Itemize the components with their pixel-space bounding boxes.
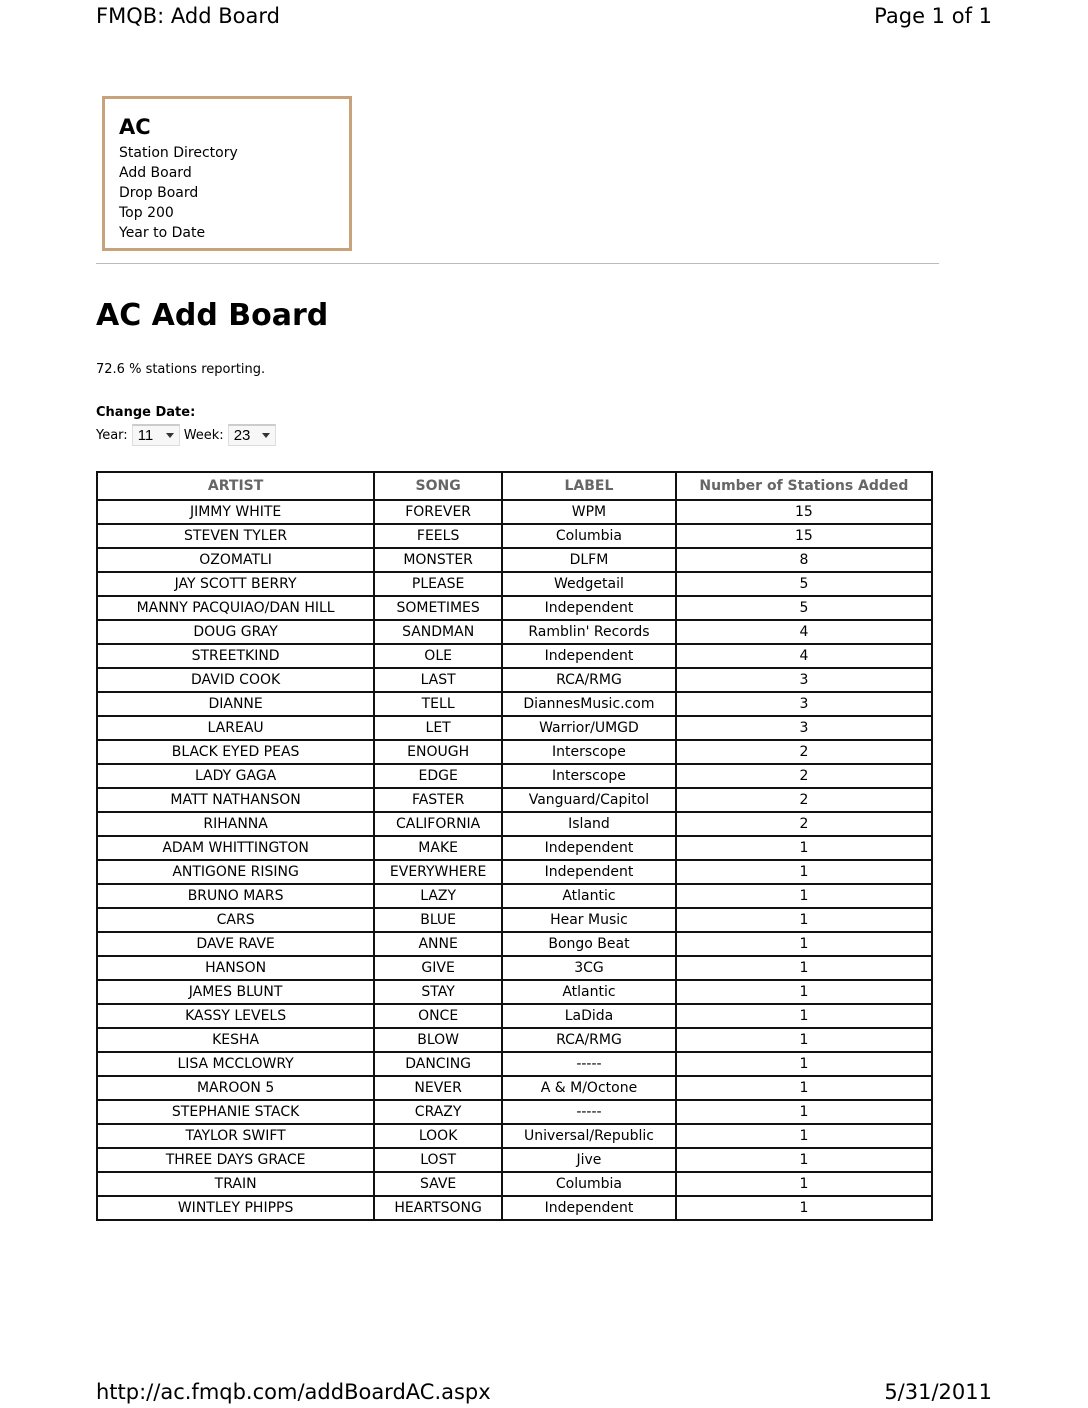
table-row xyxy=(97,692,932,716)
table-row xyxy=(97,1052,932,1076)
nav-link-drop-board[interactable]: Drop Board xyxy=(119,185,199,201)
artist-cell: MATT NATHANSON xyxy=(97,788,374,812)
song-cell: MAKE xyxy=(374,836,502,860)
label-cell: RCA/RMG xyxy=(502,668,676,692)
artist-cell: LADY GAGA xyxy=(97,764,374,788)
stations-added-cell: 1 xyxy=(676,980,932,1004)
label-cell: Independent xyxy=(502,1196,676,1220)
table-row xyxy=(97,764,932,788)
label-cell: Columbia xyxy=(502,1172,676,1196)
year-label: Year: xyxy=(96,427,128,443)
chevron-down-icon xyxy=(262,433,270,438)
artist-cell: JIMMY WHITE xyxy=(97,500,374,524)
song-cell: BLUE xyxy=(374,908,502,932)
stations-added-cell: 5 xyxy=(676,572,932,596)
song-cell: TELL xyxy=(374,692,502,716)
label-cell: Ramblin' Records xyxy=(502,620,676,644)
label-cell: Jive xyxy=(502,1148,676,1172)
nav-link-station-directory[interactable]: Station Directory xyxy=(119,145,238,161)
table-row xyxy=(97,620,932,644)
stations-added-cell: 3 xyxy=(676,692,932,716)
print-footer-date: 5/31/2011 xyxy=(884,1380,992,1404)
label-cell: Columbia xyxy=(502,524,676,548)
song-cell: LOST xyxy=(374,1148,502,1172)
song-cell: CALIFORNIA xyxy=(374,812,502,836)
table-row xyxy=(97,740,932,764)
label-cell: Hear Music xyxy=(502,908,676,932)
table-row xyxy=(97,1172,932,1196)
table-row xyxy=(97,548,932,572)
artist-cell: RIHANNA xyxy=(97,812,374,836)
print-footer-url: http://ac.fmqb.com/addBoardAC.aspx xyxy=(96,1380,491,1404)
stations-added-cell: 3 xyxy=(676,668,932,692)
label-cell: Island xyxy=(502,812,676,836)
stations-added-cell: 1 xyxy=(676,956,932,980)
artist-cell: BRUNO MARS xyxy=(97,884,374,908)
print-header-page: Page 1 of 1 xyxy=(874,4,992,28)
artist-cell: STEVEN TYLER xyxy=(97,524,374,548)
stations-added-cell: 1 xyxy=(676,1124,932,1148)
label-cell: LaDida xyxy=(502,1004,676,1028)
stations-added-cell: 1 xyxy=(676,1028,932,1052)
label-cell: WPM xyxy=(502,500,676,524)
page-title: AC Add Board xyxy=(96,298,329,333)
artist-cell: TAYLOR SWIFT xyxy=(97,1124,374,1148)
table-row xyxy=(97,932,932,956)
artist-cell: ANTIGONE RISING xyxy=(97,860,374,884)
table-row xyxy=(97,716,932,740)
column-header-artist: ARTIST xyxy=(97,472,374,500)
stations-added-cell: 1 xyxy=(676,1076,932,1100)
label-cell: Independent xyxy=(502,644,676,668)
artist-cell: CARS xyxy=(97,908,374,932)
song-cell: GIVE xyxy=(374,956,502,980)
artist-cell: THREE DAYS GRACE xyxy=(97,1148,374,1172)
stations-added-cell: 2 xyxy=(676,764,932,788)
song-cell: ANNE xyxy=(374,932,502,956)
table-row xyxy=(97,980,932,1004)
song-cell: LET xyxy=(374,716,502,740)
artist-cell: JAY SCOTT BERRY xyxy=(97,572,374,596)
date-selector-row xyxy=(96,424,280,446)
artist-cell: MANNY PACQUIAO/DAN HILL xyxy=(97,596,374,620)
label-cell: Interscope xyxy=(502,740,676,764)
song-cell: EVERYWHERE xyxy=(374,860,502,884)
song-cell: CRAZY xyxy=(374,1100,502,1124)
table-row xyxy=(97,1100,932,1124)
stations-added-cell: 8 xyxy=(676,548,932,572)
nav-link-top-200[interactable]: Top 200 xyxy=(119,205,174,221)
artist-cell: DAVE RAVE xyxy=(97,932,374,956)
song-cell: SANDMAN xyxy=(374,620,502,644)
label-cell: Atlantic xyxy=(502,884,676,908)
reporting-status: 72.6 % stations reporting. xyxy=(96,362,266,377)
stations-added-cell: 1 xyxy=(676,932,932,956)
label-cell: DiannesMusic.com xyxy=(502,692,676,716)
song-cell: FASTER xyxy=(374,788,502,812)
table-row xyxy=(97,1196,932,1220)
label-cell: Bongo Beat xyxy=(502,932,676,956)
song-cell: LAST xyxy=(374,668,502,692)
table-row xyxy=(97,1028,932,1052)
year-value: 11 xyxy=(137,427,154,444)
song-cell: LOOK xyxy=(374,1124,502,1148)
stations-added-cell: 4 xyxy=(676,644,932,668)
table-row xyxy=(97,500,932,524)
label-cell: Warrior/UMGD xyxy=(502,716,676,740)
column-header-song: SONG xyxy=(374,472,502,500)
table-header-row xyxy=(97,472,932,500)
nav-link-year-to-date[interactable]: Year to Date xyxy=(119,225,206,241)
artist-cell: DAVID COOK xyxy=(97,668,374,692)
artist-cell: STEPHANIE STACK xyxy=(97,1100,374,1124)
artist-cell: DOUG GRAY xyxy=(97,620,374,644)
artist-cell: WINTLEY PHIPPS xyxy=(97,1196,374,1220)
song-cell: PLEASE xyxy=(374,572,502,596)
label-cell: RCA/RMG xyxy=(502,1028,676,1052)
label-cell: ----- xyxy=(502,1100,676,1124)
label-cell: 3CG xyxy=(502,956,676,980)
week-label: Week: xyxy=(183,427,224,443)
year-select[interactable] xyxy=(132,424,180,446)
artist-cell: JAMES BLUNT xyxy=(97,980,374,1004)
stations-added-cell: 1 xyxy=(676,908,932,932)
label-cell: Wedgetail xyxy=(502,572,676,596)
stations-added-cell: 1 xyxy=(676,1052,932,1076)
stations-added-cell: 15 xyxy=(676,500,932,524)
divider xyxy=(96,263,939,264)
stations-added-cell: 1 xyxy=(676,1172,932,1196)
song-cell: ENOUGH xyxy=(374,740,502,764)
table-row xyxy=(97,860,932,884)
artist-cell: LISA MCCLOWRY xyxy=(97,1052,374,1076)
stations-added-cell: 2 xyxy=(676,788,932,812)
stations-added-cell: 2 xyxy=(676,740,932,764)
song-cell: OLE xyxy=(374,644,502,668)
artist-cell: STREETKIND xyxy=(97,644,374,668)
table-row xyxy=(97,908,932,932)
table-row xyxy=(97,1148,932,1172)
song-cell: LAZY xyxy=(374,884,502,908)
artist-cell: BLACK EYED PEAS xyxy=(97,740,374,764)
artist-cell: KESHA xyxy=(97,1028,374,1052)
song-cell: NEVER xyxy=(374,1076,502,1100)
stations-added-cell: 2 xyxy=(676,812,932,836)
table-row xyxy=(97,572,932,596)
label-cell: Atlantic xyxy=(502,980,676,1004)
table-row xyxy=(97,788,932,812)
artist-cell: OZOMATLI xyxy=(97,548,374,572)
song-cell: SOMETIMES xyxy=(374,596,502,620)
song-cell: FEELS xyxy=(374,524,502,548)
table-row xyxy=(97,1124,932,1148)
table-row xyxy=(97,812,932,836)
stations-added-cell: 5 xyxy=(676,596,932,620)
column-header-label: LABEL xyxy=(502,472,676,500)
table-row xyxy=(97,1076,932,1100)
label-cell: Independent xyxy=(502,596,676,620)
stations-added-cell: 1 xyxy=(676,860,932,884)
stations-added-cell: 1 xyxy=(676,1100,932,1124)
stations-added-cell: 1 xyxy=(676,1196,932,1220)
song-cell: FOREVER xyxy=(374,500,502,524)
label-cell: A & M/Octone xyxy=(502,1076,676,1100)
table-row xyxy=(97,644,932,668)
artist-cell: KASSY LEVELS xyxy=(97,1004,374,1028)
song-cell: EDGE xyxy=(374,764,502,788)
table-row xyxy=(97,836,932,860)
label-cell: Independent xyxy=(502,836,676,860)
song-cell: ONCE xyxy=(374,1004,502,1028)
column-header-stations-added: Number of Stations Added xyxy=(676,472,932,500)
label-cell: Vanguard/Capitol xyxy=(502,788,676,812)
stations-added-cell: 1 xyxy=(676,884,932,908)
artist-cell: ADAM WHITTINGTON xyxy=(97,836,374,860)
stations-added-cell: 3 xyxy=(676,716,932,740)
artist-cell: LAREAU xyxy=(97,716,374,740)
table-row xyxy=(97,1004,932,1028)
artist-cell: DIANNE xyxy=(97,692,374,716)
song-cell: STAY xyxy=(374,980,502,1004)
artist-cell: TRAIN xyxy=(97,1172,374,1196)
label-cell: ----- xyxy=(502,1052,676,1076)
label-cell: Independent xyxy=(502,860,676,884)
section-nav-box xyxy=(102,96,352,251)
table-row xyxy=(97,956,932,980)
week-select[interactable] xyxy=(228,424,276,446)
label-cell: DLFM xyxy=(502,548,676,572)
nav-title: AC xyxy=(119,115,151,139)
change-date-label: Change Date: xyxy=(96,405,196,420)
add-board-table xyxy=(96,471,933,1221)
song-cell: HEARTSONG xyxy=(374,1196,502,1220)
week-value: 23 xyxy=(233,427,251,444)
song-cell: BLOW xyxy=(374,1028,502,1052)
chevron-down-icon xyxy=(166,433,174,438)
label-cell: Universal/Republic xyxy=(502,1124,676,1148)
stations-added-cell: 4 xyxy=(676,620,932,644)
stations-added-cell: 1 xyxy=(676,836,932,860)
table-row xyxy=(97,524,932,548)
artist-cell: HANSON xyxy=(97,956,374,980)
song-cell: DANCING xyxy=(374,1052,502,1076)
stations-added-cell: 1 xyxy=(676,1148,932,1172)
print-header-title: FMQB: Add Board xyxy=(96,4,280,28)
song-cell: MONSTER xyxy=(374,548,502,572)
table-row xyxy=(97,596,932,620)
stations-added-cell: 15 xyxy=(676,524,932,548)
label-cell: Interscope xyxy=(502,764,676,788)
nav-link-add-board[interactable]: Add Board xyxy=(119,165,192,181)
table-row xyxy=(97,668,932,692)
stations-added-cell: 1 xyxy=(676,1004,932,1028)
table-row xyxy=(97,884,932,908)
artist-cell: MAROON 5 xyxy=(97,1076,374,1100)
song-cell: SAVE xyxy=(374,1172,502,1196)
